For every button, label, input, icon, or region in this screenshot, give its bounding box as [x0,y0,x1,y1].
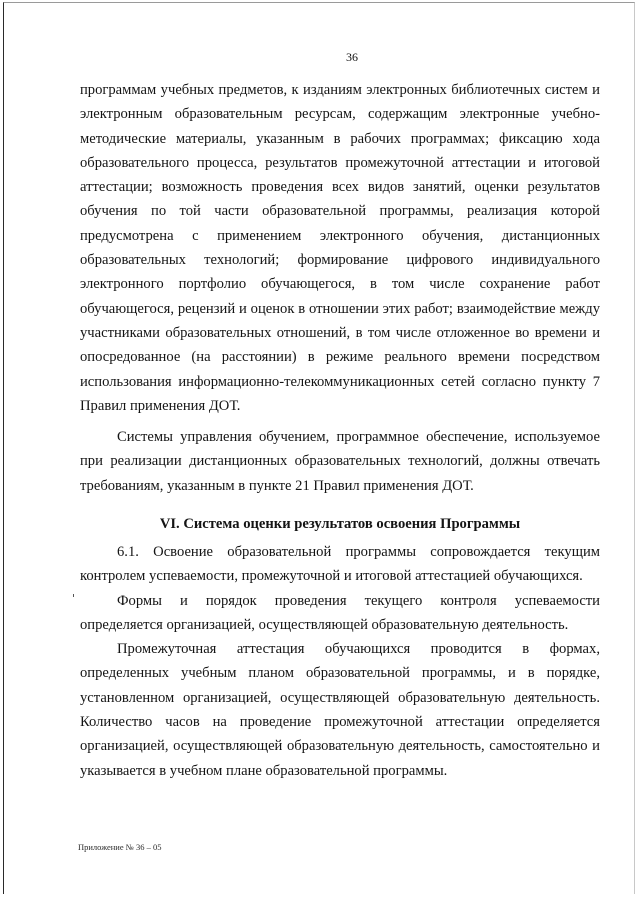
paragraph-1: программам учебных предметов, к изданиям электронных библиотечных систем и электронным образовательным ресурсам, содержащим электронные учебно-методические материалы, указанным в рабочих программах; фиксацию хода образовательного процесса, результатов промежуточной аттестации и итоговой аттестации; возможность проведения всех видов занятий, оценки результатов обучения по той части образовательной программы, реализация которой предусмотрена с применением электронного обучения, дистанционных образовательных технологий; формирование цифрового индивидуального электронного портфолио обучающегося, в том числе сохранение работ обучающегося, рецензий и оценок в отношении этих работ; взаимодействие между участниками образовательных отношений, в том числе отложенное во времени и опосредованное (на расстоянии) в режиме реального времени посредством использования информационно-телекоммуникационных сетей согласно пункту 7 Правил применения ДОТ. [80,82,600,414]
footer-appendix-label: Приложение № 36 – 05 [78,842,162,852]
scan-speck [73,594,74,597]
paragraph-2: Системы управления обучением, программное обеспечение, используемое при реализации дистанционных образовательных технологий, должны отвечать требованиям, указанным в пункте 21 Правил применения ДОТ. [80,429,600,494]
page-number: 36 [346,50,358,64]
paragraph-3: 6.1. Освоение образовательной программы сопровождается текущим контролем успеваемости, промежуточной и итоговой аттестацией обучающихся. [80,544,600,585]
paragraph-4: Формы и порядок проведения текущего контроля успеваемости определяется организацией, осуществляющей образовательную деятельность. [80,592,600,633]
text-block-assessment [80,540,600,783]
paragraph-5: Промежуточная аттестация обучающихся проводится в формах, определенных учебным планом образовательной программы, и в порядке, установленном организацией, осуществляющей образовательную деятельность. Количество часов на проведение промежуточной аттестации определяется организацией, осуществляющей образовательную деятельность, самостоятельно и указывается в учебном плане образовательной программы. [80,641,600,779]
text-block-lms [80,425,600,498]
section-heading: VI. Система оценки результатов освоения Программы [159,516,521,532]
text-block-top [80,78,600,418]
